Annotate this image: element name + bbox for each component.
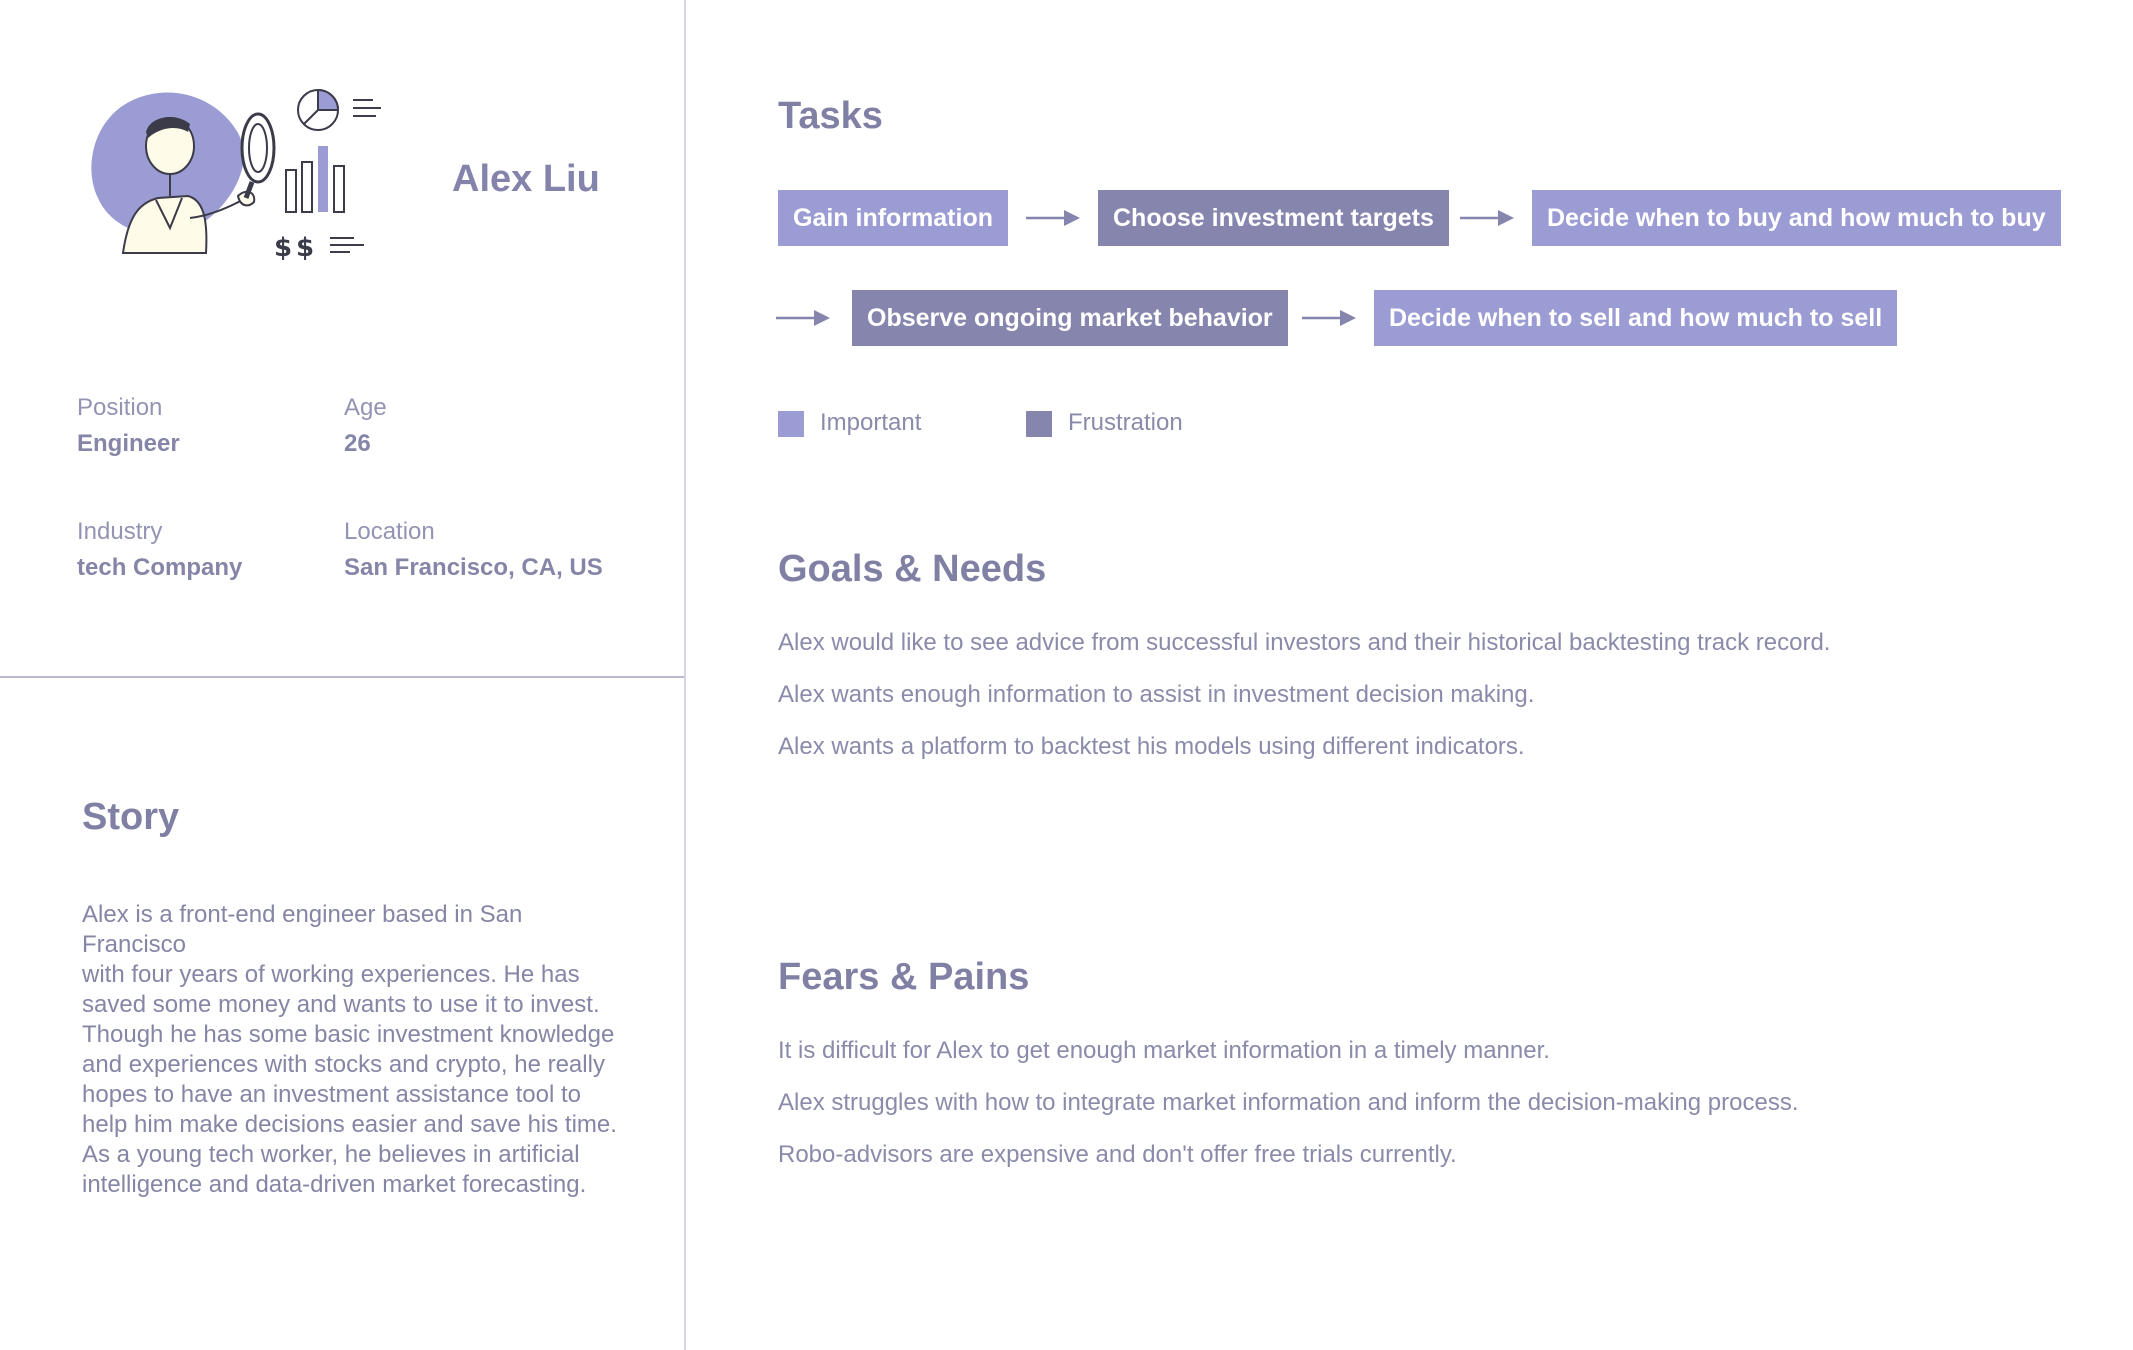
task-step-observe-market: Observe ongoing market behavior [852,290,1288,346]
goal-item: Alex wants a platform to backtest his models using different indicators. [778,733,1525,760]
industry-value: tech Company [77,554,243,581]
svg-text:$: $ [296,233,315,263]
goals-title: Goals & Needs [778,548,1047,590]
task-step-decide-sell: Decide when to sell and how much to sell [1374,290,1897,346]
fear-item: Alex struggles with how to integrate market information and inform the decision-making process. [778,1089,1799,1116]
position-value: Engineer [77,430,180,457]
location-value: San Francisco, CA, US [344,554,603,581]
story-title: Story [82,796,180,838]
fear-item: Robo-advisors are expensive and don't offer free trials currently. [778,1141,1457,1168]
legend-important-swatch [778,411,804,437]
persona-name: Alex Liu [452,158,600,200]
legend-frustration-label: Frustration [1068,409,1183,436]
fear-item: It is difficult for Alex to get enough market information in a timely manner. [778,1037,1550,1064]
vertical-divider [684,0,686,1350]
goal-item: Alex wants enough information to assist in investment decision making. [778,681,1535,708]
svg-text:$: $ [274,233,293,263]
legend-frustration-swatch [1026,411,1052,437]
story-line: with four years of working experiences. He has [82,961,580,988]
story-line: As a young tech worker, he believes in artificial [82,1141,580,1168]
story-line: Though he has some basic investment knowledge [82,1021,615,1048]
person-with-magnifier-and-charts-icon [78,88,398,278]
task-step-choose-targets: Choose investment targets [1098,190,1449,246]
position-label: Position [77,394,163,421]
legend-important-label: Important [820,409,922,436]
age-label: Age [344,394,387,421]
tasks-title: Tasks [778,95,883,137]
arrow-right-icon [1460,208,1514,228]
age-value: 26 [344,430,371,457]
task-step-decide-buy: Decide when to buy and how much to buy [1532,190,2061,246]
story-line: hopes to have an investment assistance tool to [82,1081,581,1108]
story-line: saved some money and wants to use it to invest. [82,991,600,1018]
story-text [82,900,622,1200]
location-label: Location [344,518,435,545]
industry-label: Industry [77,518,163,545]
arrow-right-icon [1026,208,1080,228]
story-line: help him make decisions easier and save his time. [82,1111,617,1138]
arrow-right-icon [1302,308,1356,328]
story-line: and experiences with stocks and crypto, he really [82,1051,605,1078]
goal-item: Alex would like to see advice from successful investors and their historical backtesting track record. [778,629,1831,656]
horizontal-divider [0,676,684,678]
task-step-gain-information: Gain information [778,190,1008,246]
arrow-right-icon [776,308,830,328]
fears-title: Fears & Pains [778,956,1030,998]
story-line: Alex is a front-end engineer based in San Francisco [82,901,523,958]
story-line: intelligence and data-driven market forecasting. [82,1171,587,1198]
